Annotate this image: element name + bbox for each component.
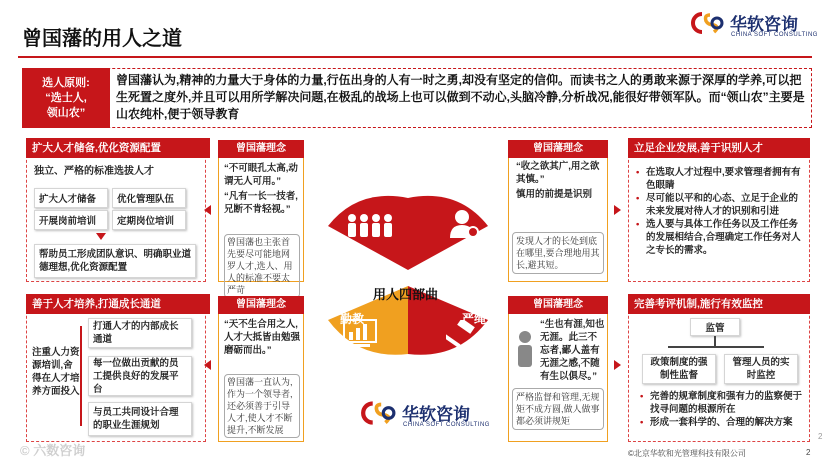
item-regular-training: 定期岗位培训 (112, 210, 186, 230)
arrow-right-icon (614, 205, 621, 215)
principle-label-line3: 领山农” (46, 106, 86, 119)
top-right-quote-note: 发现人才的长处到底在哪里,要合理地用其长,避其短。 (512, 232, 604, 274)
arrow-left-icon (204, 205, 211, 215)
bottom-right-bullet-2: • 形成一套科学的、合理的解决方案 (640, 416, 806, 429)
bottom-left-item-3: 与员工共同设计合理的职业生涯规划 (88, 402, 192, 436)
item-optimize-team: 优化管理队伍 (112, 188, 186, 208)
top-left-quote-2: “凡有一长一技者,兄断不肯轻视。” (224, 191, 298, 215)
person-icon (512, 330, 538, 370)
page-title: 曾国藩的用人之道 (22, 28, 182, 50)
top-right-bullet-2: • 尽可能以平和的心态、立足于企业的未来发展对待人才的识别和引进 (636, 192, 806, 218)
bottom-right-bullet-1: • 完善的规章制度和强有力的监察便于找寻问题的根源所在 (640, 390, 806, 416)
bottom-left-item-1: 打通人才的内部成长通道 (88, 318, 192, 348)
side-page-number: 2 (818, 432, 823, 441)
top-right-bullets (636, 166, 806, 257)
footer-page: 2 (806, 448, 811, 457)
down-arrow-icon (96, 233, 106, 240)
bottom-right-quote-note: 严格监督和管理,无规矩不成方圆,做人做事都必须讲规矩 (512, 388, 604, 430)
petal-label-yansheng: 严绳 (462, 312, 487, 326)
principle-label-line2: “选士人, (45, 91, 87, 104)
supervise-box: 监管 (690, 318, 740, 336)
arrow-right-icon-2 (614, 360, 621, 370)
person-gear-icon (448, 208, 480, 240)
bottom-right-header: 完善考评机制,施行有效监控 (628, 294, 810, 314)
principle-label-line1: 选人原则: (42, 76, 90, 89)
logo-icon (690, 10, 724, 36)
bottom-logo-icon (360, 398, 396, 428)
arrow-left-icon-2 (204, 360, 211, 370)
top-left-quote-1: “不可眼孔太高,动谓无人可用。” (224, 163, 298, 187)
bottom-right-quote-header: 曾国藩理念 (508, 296, 608, 314)
top-right-bullet-1: • 在选取人才过程中,要求管理者拥有有色眼睛 (636, 166, 806, 192)
people-group-icon (345, 212, 395, 242)
bottom-left-side-label: 注重人力资源培训,舍得在人才培养方面投入 (32, 347, 80, 397)
principle-label (22, 68, 110, 128)
petal-label-shenyong: 慎用 (460, 254, 485, 268)
top-left-header: 扩大人才储备,优化资源配置 (26, 138, 210, 158)
policy-supervision-box: 政策制度的强制性监督 (642, 354, 716, 384)
realtime-monitor-box: 管理人员的实时监控 (724, 354, 798, 384)
bottom-right-quote-1: “生也有涯,知也无涯。此三不忘者,鄙人盖有无涯之感,不随有生以俱尽。” (540, 319, 605, 382)
bottom-left-quote-note: 曾国藩一直认为,作为一个领导者,还必须善于引导人才,使人才不断提升,不断发展 (224, 374, 300, 438)
tree-line-h (668, 346, 764, 348)
logo-english: CHINA SOFT CONSULTING (731, 32, 818, 38)
top-right-header: 立足企业发展,善于识别人才 (628, 138, 810, 158)
bottom-logo-english: CHINA SOFT CONSULTING (403, 422, 490, 428)
watermark: © 六数咨询 (20, 443, 86, 458)
top-left-subheader: 独立、严格的标准选拔人才 (34, 166, 154, 177)
center-title: 用人四部曲 (373, 287, 439, 302)
bracket-line (80, 326, 82, 426)
petal-label-guangshou: 广收 (338, 254, 363, 268)
tree-line (714, 336, 716, 346)
bottom-left-quote-1: “天不生合用之人,人才大抵皆由勉强磨砺而出。” (224, 319, 301, 356)
bottom-logo (360, 396, 500, 432)
petal-label-qinjiao: 勤教 (340, 312, 365, 326)
item-expand-reserve: 扩大人才储备 (34, 188, 108, 208)
top-left-quote-note: 曾国藩也主张首先要尽可能地网罗人才,选人、用人的标准不要太严苛 (224, 234, 300, 298)
item-pre-job-training: 开展岗前培训 (34, 210, 108, 230)
principle-text: 曾国藩认为,精神的力量大于身体的力量,行伍出身的人有一时之勇,却没有坚定的信仰。而读书之人的勇敢来源于深厚的学养,可以把生死置之度外,并且可以用所学解决问题,在极乱的战场上也可以做到不动心,头脑冷静,分析战况,能很好带领军队。而“领山农”主要是山农纯朴,便于领导教育 (116, 73, 805, 121)
top-right-quote-1: “收之欲其广,用之欲其慎。” (516, 161, 600, 185)
top-left-summary: 帮助员工形成团队意识、明确职业道德理想,优化资源配置 (34, 244, 196, 278)
footer-copyright: ©北京华软和光管理科技有限公司 (628, 449, 746, 458)
title-divider (18, 56, 812, 58)
top-right-bullet-3: • 选人要与具体工作任务以及工作任务的发展相结合,合理确定工作任务对人之专长的需求。 (636, 218, 806, 257)
top-right-quote-header: 曾国藩理念 (508, 140, 608, 158)
bottom-left-quote-header: 曾国藩理念 (218, 296, 304, 314)
bottom-left-item-2: 每一位做出贡献的员工提供良好的发展平台 (88, 356, 192, 396)
top-left-quote-header: 曾国藩理念 (218, 140, 304, 158)
top-right-quote-2: 慎用的前提是识别 (516, 189, 593, 200)
bottom-right-bullets (640, 390, 806, 429)
bottom-logo-name: 华软咨询 (402, 405, 470, 424)
logo-name: 华软咨询 (730, 15, 798, 34)
logo (690, 6, 820, 44)
bottom-left-header: 善于人才培养,打通成长通道 (26, 294, 210, 314)
